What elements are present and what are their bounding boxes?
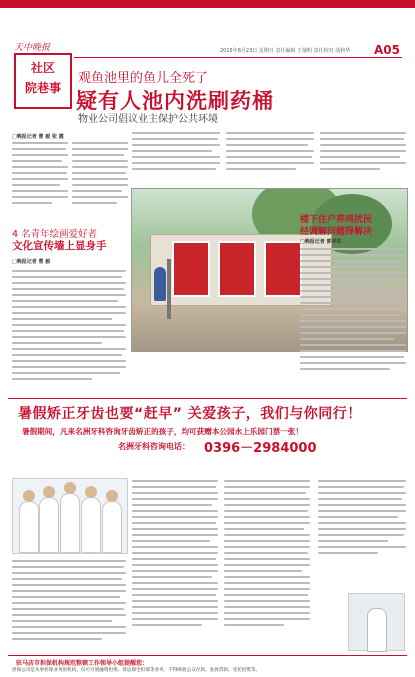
byline-side-story: □晚报记者 郭华东 [300,239,342,245]
byline-feature: □晚报记者 曹 毅 [12,259,51,265]
byline-main-story: □晚报记者 曹 毅 张 霞 [12,134,64,140]
ad-phone-label: 名洲牙科咨询电话： [118,442,190,451]
ad-body-column-4 [318,480,406,558]
section-badge [14,53,72,109]
feature-subtitle: 4 名青年绘画爱好者 [12,229,98,240]
headline-subtitle: 观鱼池里的鱼儿全死了 [78,71,209,86]
footer-notice-body: 担保公司是从事担保业务的机构，仅可开展融资担保、诉讼保全担保等业务，不得吸收公众存款、发放贷款、受托投资等。 [12,668,261,673]
side-story-title-1: 楼下住户养鸡扰民 [300,215,373,225]
ad-title: 暑假矫正牙齿也要“赶早” 关爱孩子，我们与你同行！ [18,406,362,422]
section-label-line1: 社区 [30,61,55,75]
page-number: A05 [374,43,400,57]
headline-tail: 物业公司倡议业主保护公共环境 [78,114,218,125]
doctors-group-photo [12,478,128,554]
main-story-column-5 [320,132,406,174]
paper-name: 天中晚报 [14,43,51,53]
ad-subtitle: 暑假期间，凡来名洲牙科咨询牙齿矫正的孩子，均可获赠本公园水上乐园门票一张！ [22,427,303,436]
date-editor-line: 2015年8月23日 星期日 责任编辑 王郁明 责任校对 胡莉华 [220,48,351,54]
section-label-line2: 院巷事 [24,81,61,95]
feature-body [12,270,126,384]
ad-top-rule [8,398,407,399]
ad-phone-number: 0396－2984000 [204,441,317,456]
side-story-title-2: 经调解问题得解决 [300,227,373,237]
headline-main: 疑有人池内洗刷药桶 [76,89,274,113]
dental-advertisement [8,403,408,473]
main-story-column-4 [226,132,314,174]
feature-title: 文化宣传墙上显身手 [12,240,107,252]
top-color-bar [0,0,415,8]
header-rule [74,57,402,58]
ad-body-column-2 [132,480,218,630]
footer-notice-title: 驻马店市担保机构规范整顿工作领导小组提醒您： [16,660,149,667]
main-story-column-3 [132,132,220,174]
footer-notice [8,655,407,676]
main-story-column-2 [72,142,128,208]
dentist-photo [348,593,405,651]
ad-body-column-1 [12,560,126,644]
main-story-column-1 [12,142,68,208]
side-story-body [300,248,406,374]
ad-body-column-3 [224,480,310,630]
